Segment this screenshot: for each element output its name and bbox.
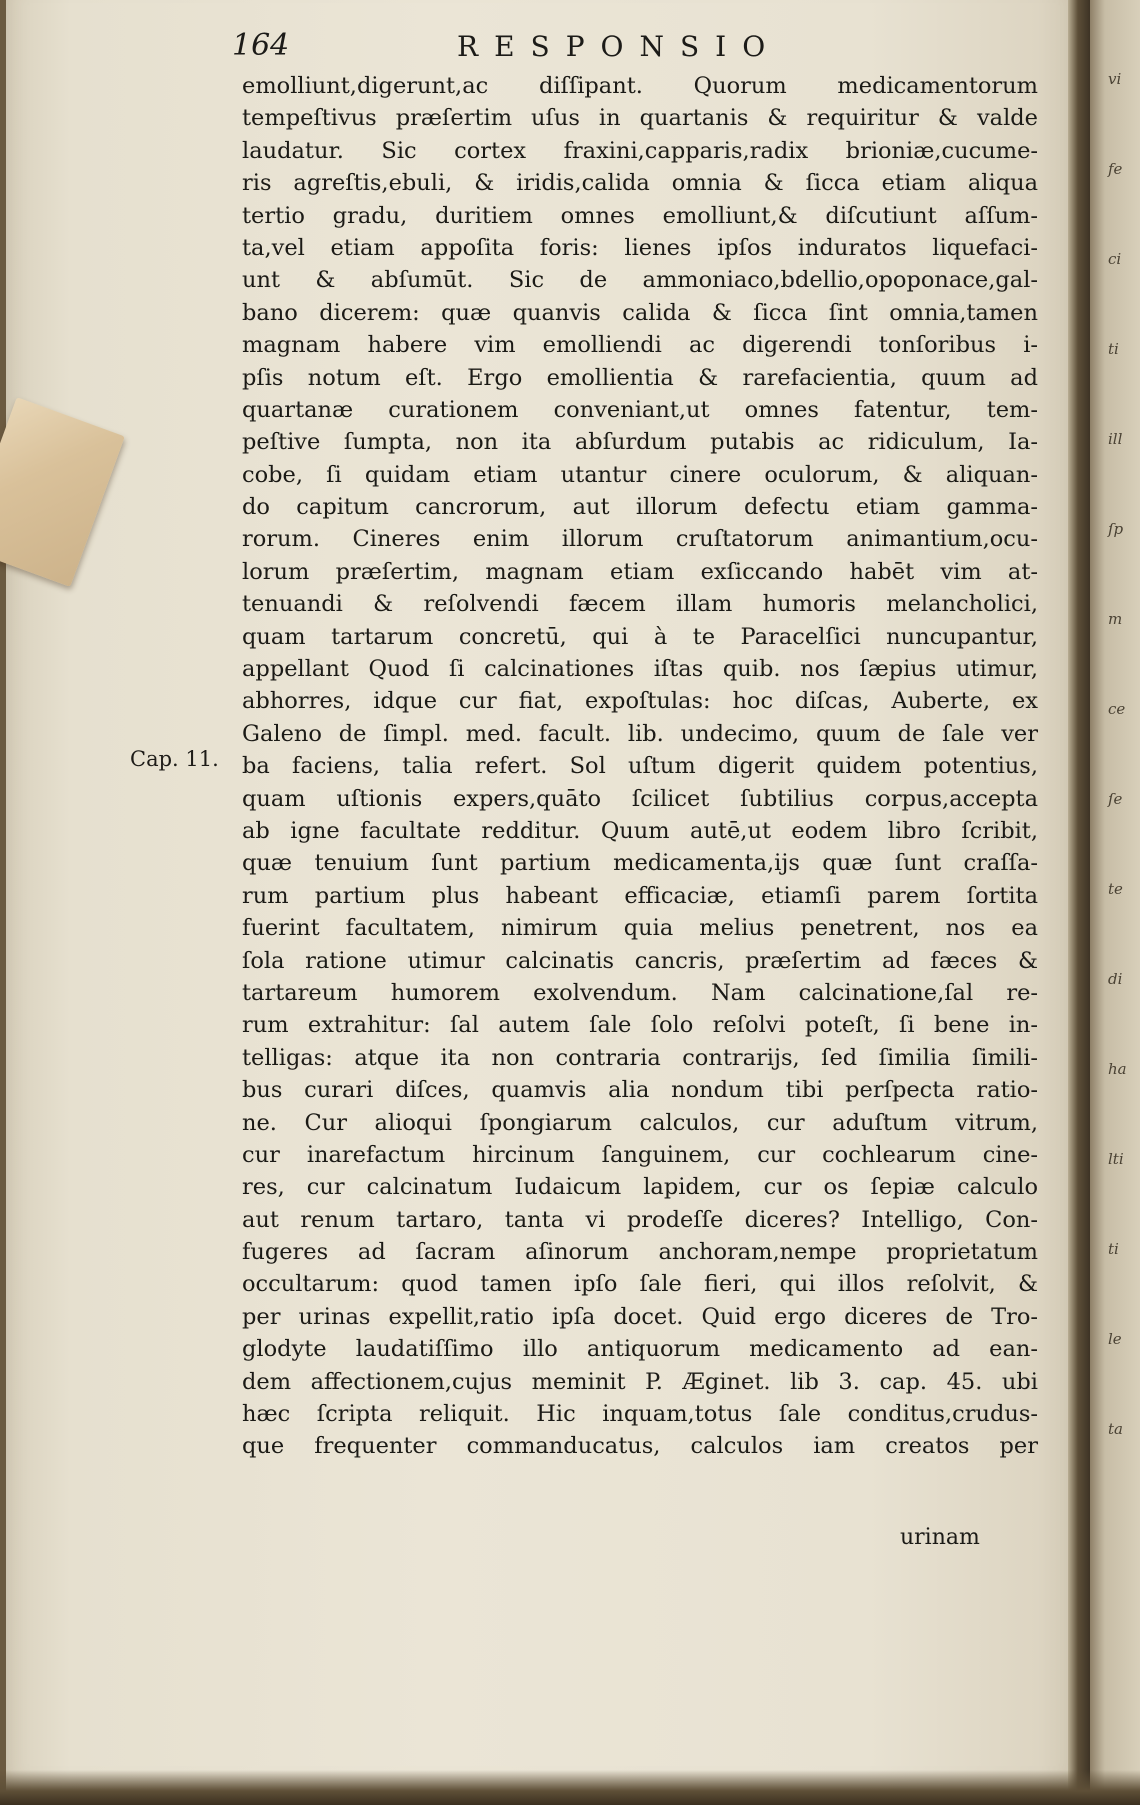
text-line: Galeno de ſimpl. med. facult. lib. undecimo, quum de ſale ver (242, 720, 1038, 747)
text-line: tempeſtivus præſertim uſus in quartanis & requiritur & valde (242, 105, 1038, 132)
text-line: quæ tenuium ſunt partium medicamenta,ijs quæ ſunt craſſa- (242, 850, 1038, 877)
text-line: emolliunt,digerunt,ac diſſipant. Quorum medicamentorum (242, 73, 1038, 99)
text-line: quam tartarum concretū, qui à te Paracelſici nuncupantur, (242, 623, 1038, 650)
margin-note: Cap. 11. (130, 747, 219, 771)
text-line: appellant Quod ſi calcinationes iſtas quib. nos ſæpius utimur, (242, 656, 1038, 683)
text-line: ne. Cur alioqui ſpongiarum calculos, cur aduſtum vitrum, (242, 1109, 1038, 1136)
catchword: urinam (900, 1525, 980, 1550)
text-line: glodyte laudatiſſimo illo antiquorum medicamento ad ean- (242, 1336, 1038, 1363)
text-line: dem affectionem,cujus meminit P. Æginet. lib 3. cap. 45. ubi (242, 1368, 1038, 1395)
running-header (232, 28, 792, 68)
text-line: ſola ratione utimur calcinatis cancris, præſertim ad fæces & (242, 947, 1038, 974)
text-line: hæc ſcripta reliquit. Hic inquam,totus ſale conditus,crudus- (242, 1401, 1038, 1428)
text-line: quartanæ curationem conveniant,ut omnes fatentur, tem- (242, 396, 1038, 423)
text-line: cobe, ſi quidam etiam utantur cinere oculorum, & aliquan- (242, 461, 1038, 488)
body-text (242, 70, 1038, 1463)
text-line: unt & abſumūt. Sic de ammoniaco,bdellio,opoponace,gal- (242, 267, 1038, 294)
text-line: que frequenter commanducatus, calculos iam creatos per (242, 1433, 1038, 1460)
text-line: occultarum: quod tamen ipſo ſale fieri, qui illos reſolvit, & (242, 1271, 1038, 1298)
text-line: bano dicerem: quæ quanvis calida & ſicca ſint omnia,tamen (242, 299, 1038, 326)
page-gutter (1068, 0, 1090, 1805)
text-line: lorum præſertim, magnam etiam exſiccando habēt vim at- (242, 558, 1038, 585)
text-line: quam uſtionis expers,quāto ſcilicet ſubtilius corpus,accepta (242, 785, 1038, 812)
running-head-title: RESPONSIO (457, 30, 782, 63)
text-line: ta,vel etiam appoſita foris: lienes ipſos induratos liquefaci- (242, 234, 1038, 261)
text-line: fugeres ad ſacram aſinorum anchoram,nempe proprietatum (242, 1239, 1038, 1266)
text-line: cur inarefactum hircinum ſanguinem, cur cochlearum cine- (242, 1141, 1038, 1168)
text-line: res, cur calcinatum Iudaicum lapidem, cur os ſepiæ calculo (242, 1174, 1038, 1201)
text-line: do capitum cancrorum, aut illorum defectu etiam gamma- (242, 494, 1038, 521)
text-line: rum extrahitur: ſal autem ſale ſolo reſolvi poteſt, ſi bene in- (242, 1012, 1038, 1039)
text-line: ab igne facultate redditur. Quum autē,ut eodem libro ſcribit, (242, 817, 1038, 844)
text-line: telligas: atque ita non contraria contrarijs, ſed ſimilia ſimili- (242, 1044, 1038, 1071)
text-line: laudatur. Sic cortex fraxini,capparis,radix brioniæ,cucume- (242, 137, 1038, 164)
text-line: pſis notum eſt. Ergo emollientia & rarefacientia, quum ad (242, 364, 1038, 391)
text-line: per urinas expellit,ratio ipſa docet. Quid ergo diceres de Tro- (242, 1303, 1038, 1330)
adjacent-page-edge: vi fe ci ti ill ſp m ce ſe te di ha lti ti le ta (1090, 0, 1140, 1805)
text-line: bus curari diſces, quamvis alia nondum tibi perſpecta ratio- (242, 1077, 1038, 1104)
text-line: tertio gradu, duritiem omnes emolliunt,& diſcutiunt aſſum- (242, 202, 1038, 229)
text-line: tenuandi & reſolvendi fæcem illam humoris melancholici, (242, 591, 1038, 618)
text-line: aut renum tartaro, tanta vi prodeſſe diceres? Intelligo, Con- (242, 1206, 1038, 1233)
text-line: tartareum humorem exolvendum. Nam calcinatione,ſal re- (242, 979, 1038, 1006)
text-line: rorum. Cineres enim illorum cruſtatorum animantium,ocu- (242, 526, 1038, 553)
text-line: ris agreſtis,ebuli, & iridis,calida omnia & ſicca etiam aliqua (242, 170, 1038, 197)
text-line: magnam habere vim emolliendi ac digerendi tonſoribus i- (242, 332, 1038, 359)
page-bottom-shadow (0, 1770, 1140, 1805)
text-line: fuerint facultatem, nimirum quia melius penetrent, nos ea (242, 915, 1038, 942)
text-line: abhorres, idque cur fiat, expoſtulas: hoc diſcas, Auberte, ex (242, 688, 1038, 715)
text-line: ba faciens, talia refert. Sol uſtum digerit quidem potentius, (242, 753, 1038, 780)
page-number: 164 (232, 28, 290, 63)
text-line: peſtive ſumpta, non ita abſurdum putabis ac ridiculum, Ia- (242, 429, 1038, 456)
text-line: rum partium plus habeant efficaciæ, etiamſi parem ſortita (242, 882, 1038, 909)
